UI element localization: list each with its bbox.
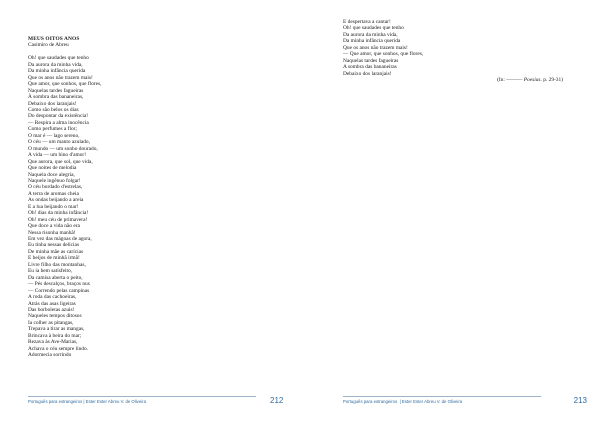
poem-line: Como perfumes a flor; <box>28 126 77 133</box>
poem-line: — Que amor, que sonhos, que flores, <box>343 51 424 58</box>
poem-line: Da aurora da minha vida, <box>343 31 398 38</box>
footer-rule-right <box>343 396 541 397</box>
poem-line: Eu tinha nessas delícias <box>28 242 80 249</box>
page-number-right: 213 <box>573 396 587 405</box>
poem-line: — Correndo pelas campinas <box>28 287 90 294</box>
poem-citation <box>343 77 593 83</box>
poem-line: A roda das cachoeiras, <box>28 294 77 301</box>
poem-line: Ia colher as pitangas, <box>28 319 74 326</box>
poem-line: De minha mãe as carícias <box>28 248 84 255</box>
poem-line: O céu — um manto azulado, <box>28 139 90 146</box>
poem-line: Que aurora, que sol, que vida, <box>28 158 93 165</box>
poem-line: Das borboletas azuis! <box>28 307 75 314</box>
poem-title: MEUS OITOS ANOS <box>28 36 80 42</box>
poem-line: A sombra das bananeiras <box>343 64 397 71</box>
poem-line: O mundo — um sonho dourado, <box>28 145 98 152</box>
poem-line: Trepava a tirar as mangas, <box>28 326 85 333</box>
poem-line: Livre filho das montanhas, <box>28 261 86 268</box>
page-number-left: 212 <box>270 396 284 405</box>
poem-line: Naquelas tardes fagueiras <box>343 57 399 64</box>
poem-line: Debaixo dos laranjais! <box>343 70 392 77</box>
footer-credit-right: Português para estrangeiros | Ester Ester Abreu V. de Oliveira <box>343 399 463 404</box>
poem-line: Adormecia sorrindo <box>28 352 72 359</box>
poem-line: Debaixo dos laranjais! <box>28 100 77 107</box>
poem-line: Achava o céu sempre lindo. <box>28 345 89 352</box>
poem-line: Que noites de melodia <box>28 165 77 172</box>
poem-author: Casimiro de Abreu <box>28 42 69 49</box>
poem-line: E beijos de minhã irmã! <box>28 255 80 262</box>
poem-line: O céu bordado d'estrelas, <box>28 184 83 191</box>
poem-left-column <box>28 36 278 359</box>
poem-line: Que os anos não trazem mais! <box>343 44 408 51</box>
footer-rule-left <box>28 396 256 397</box>
poem-line: Oh! meu céu de primavera! <box>28 216 88 223</box>
poem-line: Naquele ingênuo folgar! <box>28 177 81 184</box>
poem-line: Eu ia bem satisfeito, <box>28 268 73 275</box>
poem-line: Naquela doce alegria, <box>28 171 75 178</box>
poem-line: Da minha infância querida <box>343 38 401 45</box>
poem-line: As ondas beijando a areia <box>28 197 84 204</box>
poem-line: Que os anos não trazem mais! <box>28 74 93 81</box>
poem-line: Que amor, que sonhos, que flores, <box>28 81 102 88</box>
poem-line: — Respira a alma inocência <box>28 119 89 126</box>
poem-line: E despertava a cantar! <box>343 19 391 25</box>
citation-suffix: . p. 29-31) <box>540 77 563 84</box>
poem-line: Rezava às Ave-Marias, <box>28 339 78 346</box>
poem-line: Da camisa aberta o peito, <box>28 274 83 281</box>
poem-line: A terra de aromas cheia <box>28 190 79 197</box>
poem-line: À sombra das bananeiras, <box>28 94 84 101</box>
poem-line: Da aurora da minha vida, <box>28 61 83 68</box>
poem-line: Brincava à beira do mar; <box>28 332 82 339</box>
poem-line: Nessa risonha manhã! <box>28 229 76 236</box>
citation-work: Poesias <box>523 77 541 84</box>
poem-line: A vida — um hino d'amor! <box>28 152 87 159</box>
poem-line: Oh! dias da minha infância! <box>28 210 89 217</box>
poem-lines-left <box>28 55 278 358</box>
poem-line: Oh! que saudades que tenho <box>343 25 404 32</box>
poem-line: E a lua beijando o mar! <box>28 203 79 210</box>
right-page <box>300 0 600 424</box>
poem-line: Do despontar da existência! <box>28 113 89 120</box>
poem-line: Naquelas tardes fagueiras <box>28 87 84 94</box>
poem-line: Da minha infância querida <box>28 68 86 75</box>
poem-line: Oh! que saudades que tenho <box>28 55 89 62</box>
poem-line: — Pés descalços, braços nus <box>28 281 90 288</box>
poem-line: Que doce a vida não era <box>28 223 80 230</box>
poem-line: Em vez das mágoas de agora, <box>28 236 92 243</box>
poem-right-column <box>343 19 593 84</box>
poem-line: O mar é — lago sereno, <box>28 132 80 139</box>
footer-credit-left: Português para estrangeiros | Ester Ester Abreu V. de Oliveira <box>28 399 146 404</box>
citation-prefix: (In: ——— <box>497 77 524 84</box>
poem-lines-right <box>343 19 593 77</box>
poem-line: Atrás das asas ligeiras <box>28 300 76 307</box>
poem-line: Naqueles tempos ditosos <box>28 313 82 320</box>
poem-line: Como são belos os dias <box>28 106 79 113</box>
